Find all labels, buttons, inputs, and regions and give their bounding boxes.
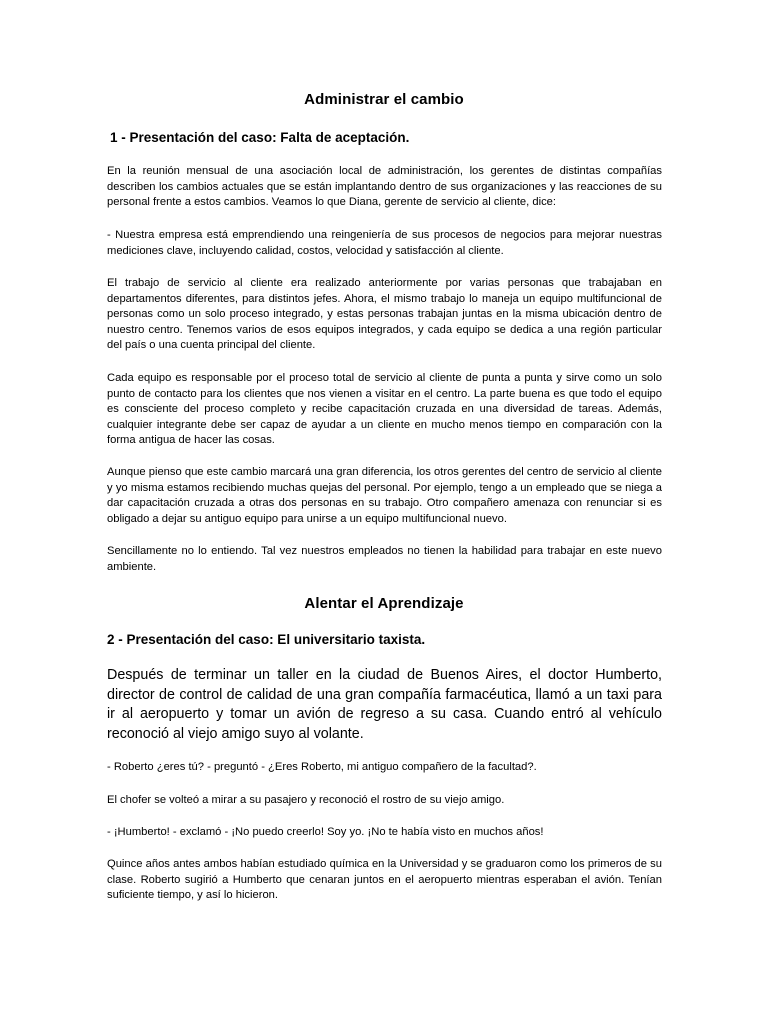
section-title-aprendizaje: Alentar el Aprendizaje — [304, 595, 464, 612]
paragraph: Aunque pienso que este cambio marcará una gran diferencia, los otros gerentes del centro de servicio al cliente y yo misma estamos recibiendo muchas quejas del personal. Por ejemplo, tengo a un empleado que se niega a dar capacitación cruzada a otras dos personas en su trabajo. Otro compañero amenaza con renunciar si es obligado a dejar su antiguo equipo para unirse a un equipo multifuncional nuevo. — [107, 466, 662, 525]
paragraph: - Roberto ¿eres tú? - preguntó - ¿Eres Roberto, mi antiguo compañero de la facultad?. — [107, 761, 537, 773]
section-title-administrar: Administrar el cambio — [304, 91, 464, 108]
paragraph: El trabajo de servicio al cliente era realizado anteriormente por varias personas que trabajaban en departamentos diferentes, para distintos jefes. Ahora, el mismo trabajo lo maneja un equipo multifuncional de personas como un solo proceso integrado, y estas personas trabajan juntas en la misma ubicación dentro de nuestro centro. Tenemos varios de esos equipos integrados, y cada equipo se dedica a una región particular del país o una cuenta principal del cliente. — [107, 277, 662, 352]
case-subtitle-2: 2 - Presentación del caso: El universitario taxista. — [107, 632, 426, 647]
paragraph: Cada equipo es responsable por el proceso total de servicio al cliente de punta a punta y sirve como un solo punto de contacto para los clientes que nos vienen a visitar en el centro. La parte buena es que todo el equipo es consciente del proceso completo y recibe capacitación cruzada en una diversidad de tareas. Además, cualquier integrante debe ser capaz de ayudar a un cliente en mucho menos tiempo en comparación con la forma antigua de hacer las cosas. — [107, 372, 662, 447]
paragraph: Quince años antes ambos habían estudiado química en la Universidad y se graduaron como los primeros de su clase. Roberto sugirió a Humberto que cenaran juntos en el aeropuerto mientras esperaban el avión. Tenían suficiente tiempo, y así lo hicieron. — [107, 858, 662, 902]
paragraph: Sencillamente no lo entiendo. Tal vez nuestros empleados no tienen la habilidad para trabajar en este nuevo ambiente. — [107, 545, 662, 573]
paragraph: El chofer se volteó a mirar a su pasajero y reconoció el rostro de su viejo amigo. — [107, 794, 505, 806]
paragraph: En la reunión mensual de una asociación local de administración, los gerentes de distintas compañías describen los cambios actuales que se están implantando dentro de sus organizaciones y las reacciones de su personal frente a estos cambios. Veamos lo que Diana, gerente de servicio al cliente, dice: — [107, 165, 662, 209]
paragraph: - ¡Humberto! - exclamó - ¡No puedo creerlo! Soy yo. ¡No te había visto en muchos años! — [107, 826, 544, 838]
paragraph: - Nuestra empresa está emprendiendo una reingeniería de sus procesos de negocios para mejorar nuestras mediciones clave, incluyendo calidad, costos, velocidad y satisfacción al cliente. — [107, 229, 662, 257]
case-subtitle-1: 1 - Presentación del caso: Falta de aceptación. — [110, 130, 410, 145]
lead-paragraph: Después de terminar un taller en la ciudad de Buenos Aires, el doctor Humberto, director de control de calidad de una gran compañía farmacéutica, llamó a un taxi para ir al aeropuerto y tomar un avión de regreso a su casa. Cuando entró al vehículo reconoció al viejo amigo suyo al volante. — [107, 667, 662, 742]
